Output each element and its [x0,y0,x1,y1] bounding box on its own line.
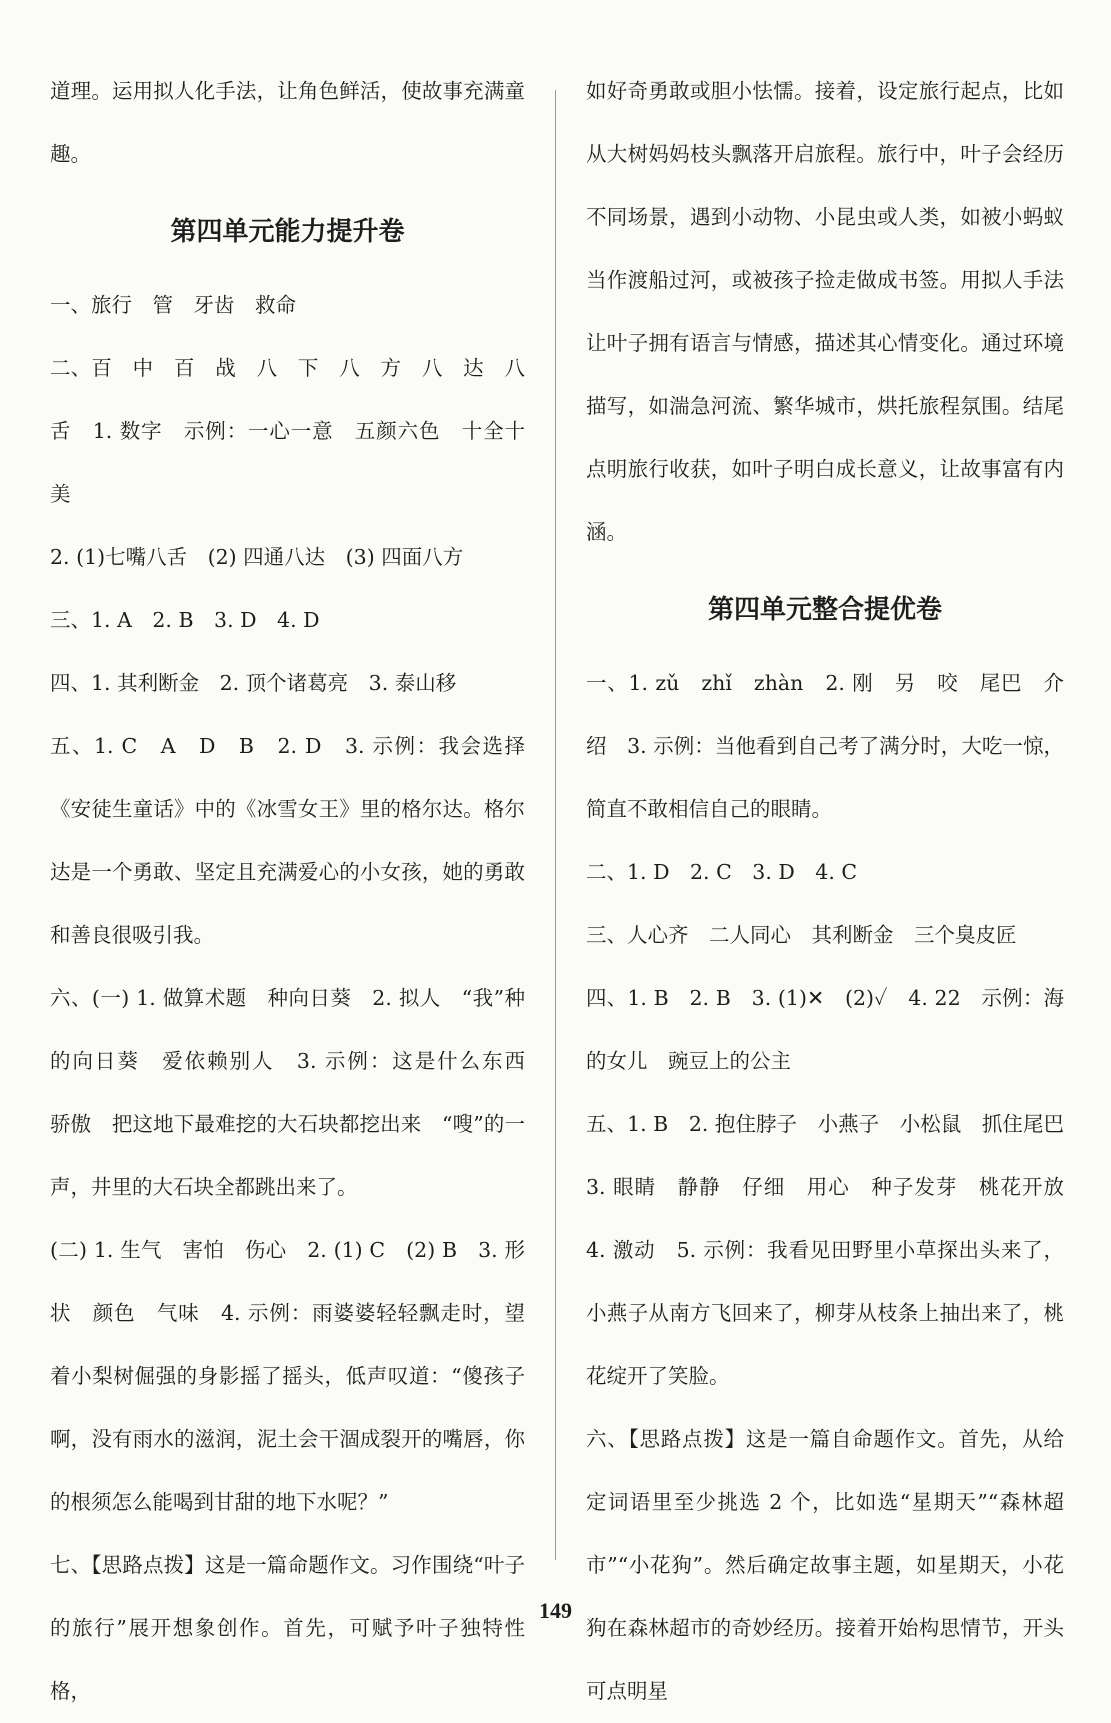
answer-paragraph: 六、【思路点拨】这是一篇自命题作文。首先，从给定词语里至少挑选 2 个，比如选“星期天”“森林超市”“小花狗”。然后确定故事主题，如星期天，小花狗在森林超市的奇妙经历。接着开始构思情节，开头可点明星 [586,1427,1064,1703]
answer-paragraph: 道理。运用拟人化手法，让角色鲜活，使故事充满童趣。 [50,79,525,166]
answer-paragraph: 四、1. 其利断金 2. 顶个诸葛亮 3. 泰山移 [50,671,457,695]
answer-paragraph: 二、百 中 百 战 八 下 八 方 八 达 八 舌 1. 数字 示例：一心一意 五颜六色 十全十美 [50,356,546,506]
answer-paragraph: 五、1. B 2. 抱住脖子 小燕子 小松鼠 抓住尾巴 3. 眼睛 静静 仔细 用心 种子发芽 桃花开放 4. 激动 5. 示例：我看见田野里小草探出头来了，小燕子从南方飞回来了，柳芽从枝条上抽出来了，桃花绽开了笑脸。 [586,1112,1085,1388]
answer-paragraph: 二、1. D 2. C 3. D 4. C [586,860,858,884]
answer-paragraph: 如好奇勇敢或胆小怯懦。接着，设定旅行起点，比如从大树妈妈枝头飘落开启旅程。旅行中，叶子会经历不同场景，遇到小动物、小昆虫或人类，如被小蚂蚁当作渡船过河，或被孩子捡走做成书签。用拟人手法让叶子拥有语言与情感，描述其心情变化。通过环境描写，如湍急河流、繁华城市，烘托旅程氛围。结尾点明旅行收获，如叶子明白成长意义，让故事富有内涵。 [586,79,1064,544]
right-column [586,60,1085,1723]
answer-paragraph: (二) 1. 生气 害怕 伤心 2. (1) C (2) B 3. 形状 颜色 气味 4. 示例：雨婆婆轻轻飘走时，望着小梨树倔强的身影摇了摇头，低声叹道：“傻孩子啊，没有雨水的滋润，泥土会干涸成裂开的嘴唇，你的根须怎么能喝到甘甜的地下水呢？” [50,1238,525,1514]
answer-paragraph: 四、1. B 2. B 3. (1)✕ (2)✓ 4. 22 示例：海的女儿 豌豆上的公主 [586,986,1064,1073]
answer-paragraph: 2. (1)七嘴八舌 (2) 四通八达 (3) 四面八方 [50,545,464,569]
left-column [50,60,546,1723]
answer-paragraph: 一、旅行 管 牙齿 救命 [50,293,296,317]
answer-paragraph: 六、(一) 1. 做算术题 种向日葵 2. 拟人 “我”种的向日葵 爱依赖别人 3. 示例：这是什么东西 骄傲 把这地下最难挖的大石块都挖出来 “嗖”的一声，井里的大石块全都跳出来了。 [50,986,546,1199]
answer-paragraph: 三、1. A 2. B 3. D 4. D [50,608,320,632]
answer-paragraph: 五、1. C A D B 2. D 3. 示例：我会选择《安徒生童话》中的《冰雪女王》里的格尔达。格尔达是一个勇敢、坚定且充满爱心的小女孩，她的勇敢和善良很吸引我。 [50,734,525,947]
page-number: 149 [539,1598,572,1623]
answer-paragraph: 一、1. zǔ zhǐ zhàn 2. 刚 另 咬 尾巴 介绍 3. 示例：当他看到自己考了满分时，大吃一惊，简直不敢相信自己的眼睛。 [586,671,1064,821]
answer-paragraph: 三、人心齐 二人同心 其利断金 三个臭皮匠 [586,923,1017,947]
answer-paragraph: 七、【思路点拨】这是一篇命题作文。习作围绕“叶子的旅行”展开想象创作。首先，可赋予叶子独特性格， [50,1553,525,1703]
section-heading: 第四单元整合提优卷 [707,595,942,625]
column-divider [555,90,556,1560]
section-heading: 第四单元能力提升卷 [170,217,405,247]
